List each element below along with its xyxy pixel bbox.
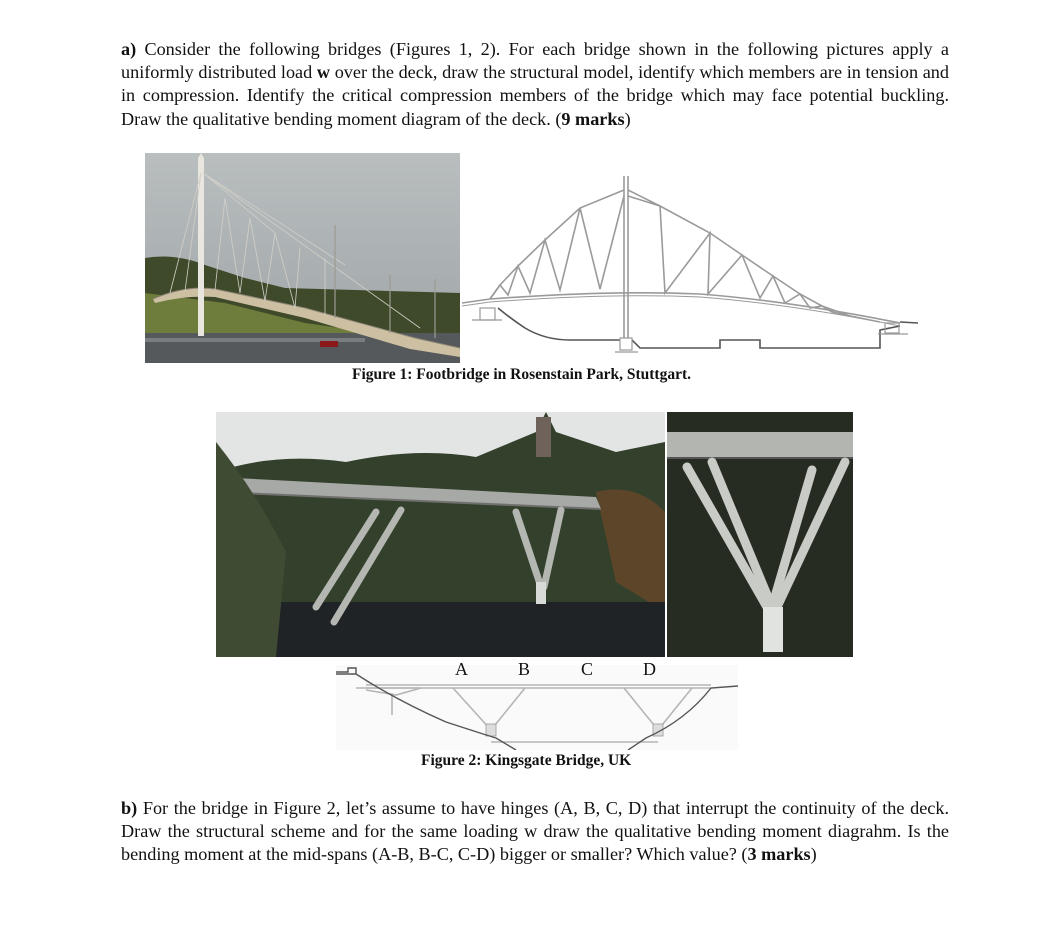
part-b-marks-word: marks — [761, 844, 811, 865]
part-a-text: Consider the following bridges (Figures 1, 2). For each bridge shown in the following pictures apply a uniformly distributed load — [121, 39, 949, 83]
hinge-label-a: A — [455, 659, 468, 679]
part-a-label: a) — [121, 39, 137, 59]
figure2-caption: Figure 2: Kingsgate Bridge, UK — [421, 752, 632, 769]
part-a-text-cont: over the deck, draw the structural model, identify which members are in tension and in compression. Identify the critical compression members of the bridge which may face potential buckling. Draw the qualitative bending moment diagram of the deck. ( — [121, 62, 949, 129]
figure2-structural-drawing — [336, 660, 738, 750]
question-part-b — [121, 797, 949, 867]
figure2-photo-detail — [667, 412, 853, 657]
part-a-text-end: ) — [624, 108, 631, 129]
part-a-marks: 9 marks — [561, 108, 625, 129]
question-part-a — [121, 38, 949, 131]
hinge-label-c: C — [581, 659, 594, 679]
part-b-marks-number: 3 — [747, 844, 757, 865]
figure1-photo — [145, 153, 460, 363]
part-b-text: For the bridge in Figure 2, let’s assume to have hinges (A, B, C, D) that interrupt the continuity of the deck. Draw the structural scheme and for the same loading w draw the qualitative bending moment diagrahm. Is the bending moment at the mid-spans (A-B, B-C, C-D) bigger or smaller? Which value? ( — [121, 798, 949, 865]
hinge-label-d: D — [643, 659, 656, 679]
hinge-label-b: B — [518, 659, 531, 679]
part-b-text-end: ) — [810, 844, 817, 865]
figure1-caption: Figure 1: Footbridge in Rosenstain Park, Stuttgart. — [352, 366, 691, 383]
figure1-structural-drawing — [460, 168, 920, 358]
load-symbol: w — [316, 62, 331, 83]
part-b-label: b) — [121, 798, 138, 818]
figure2-photo-wide — [216, 412, 665, 657]
